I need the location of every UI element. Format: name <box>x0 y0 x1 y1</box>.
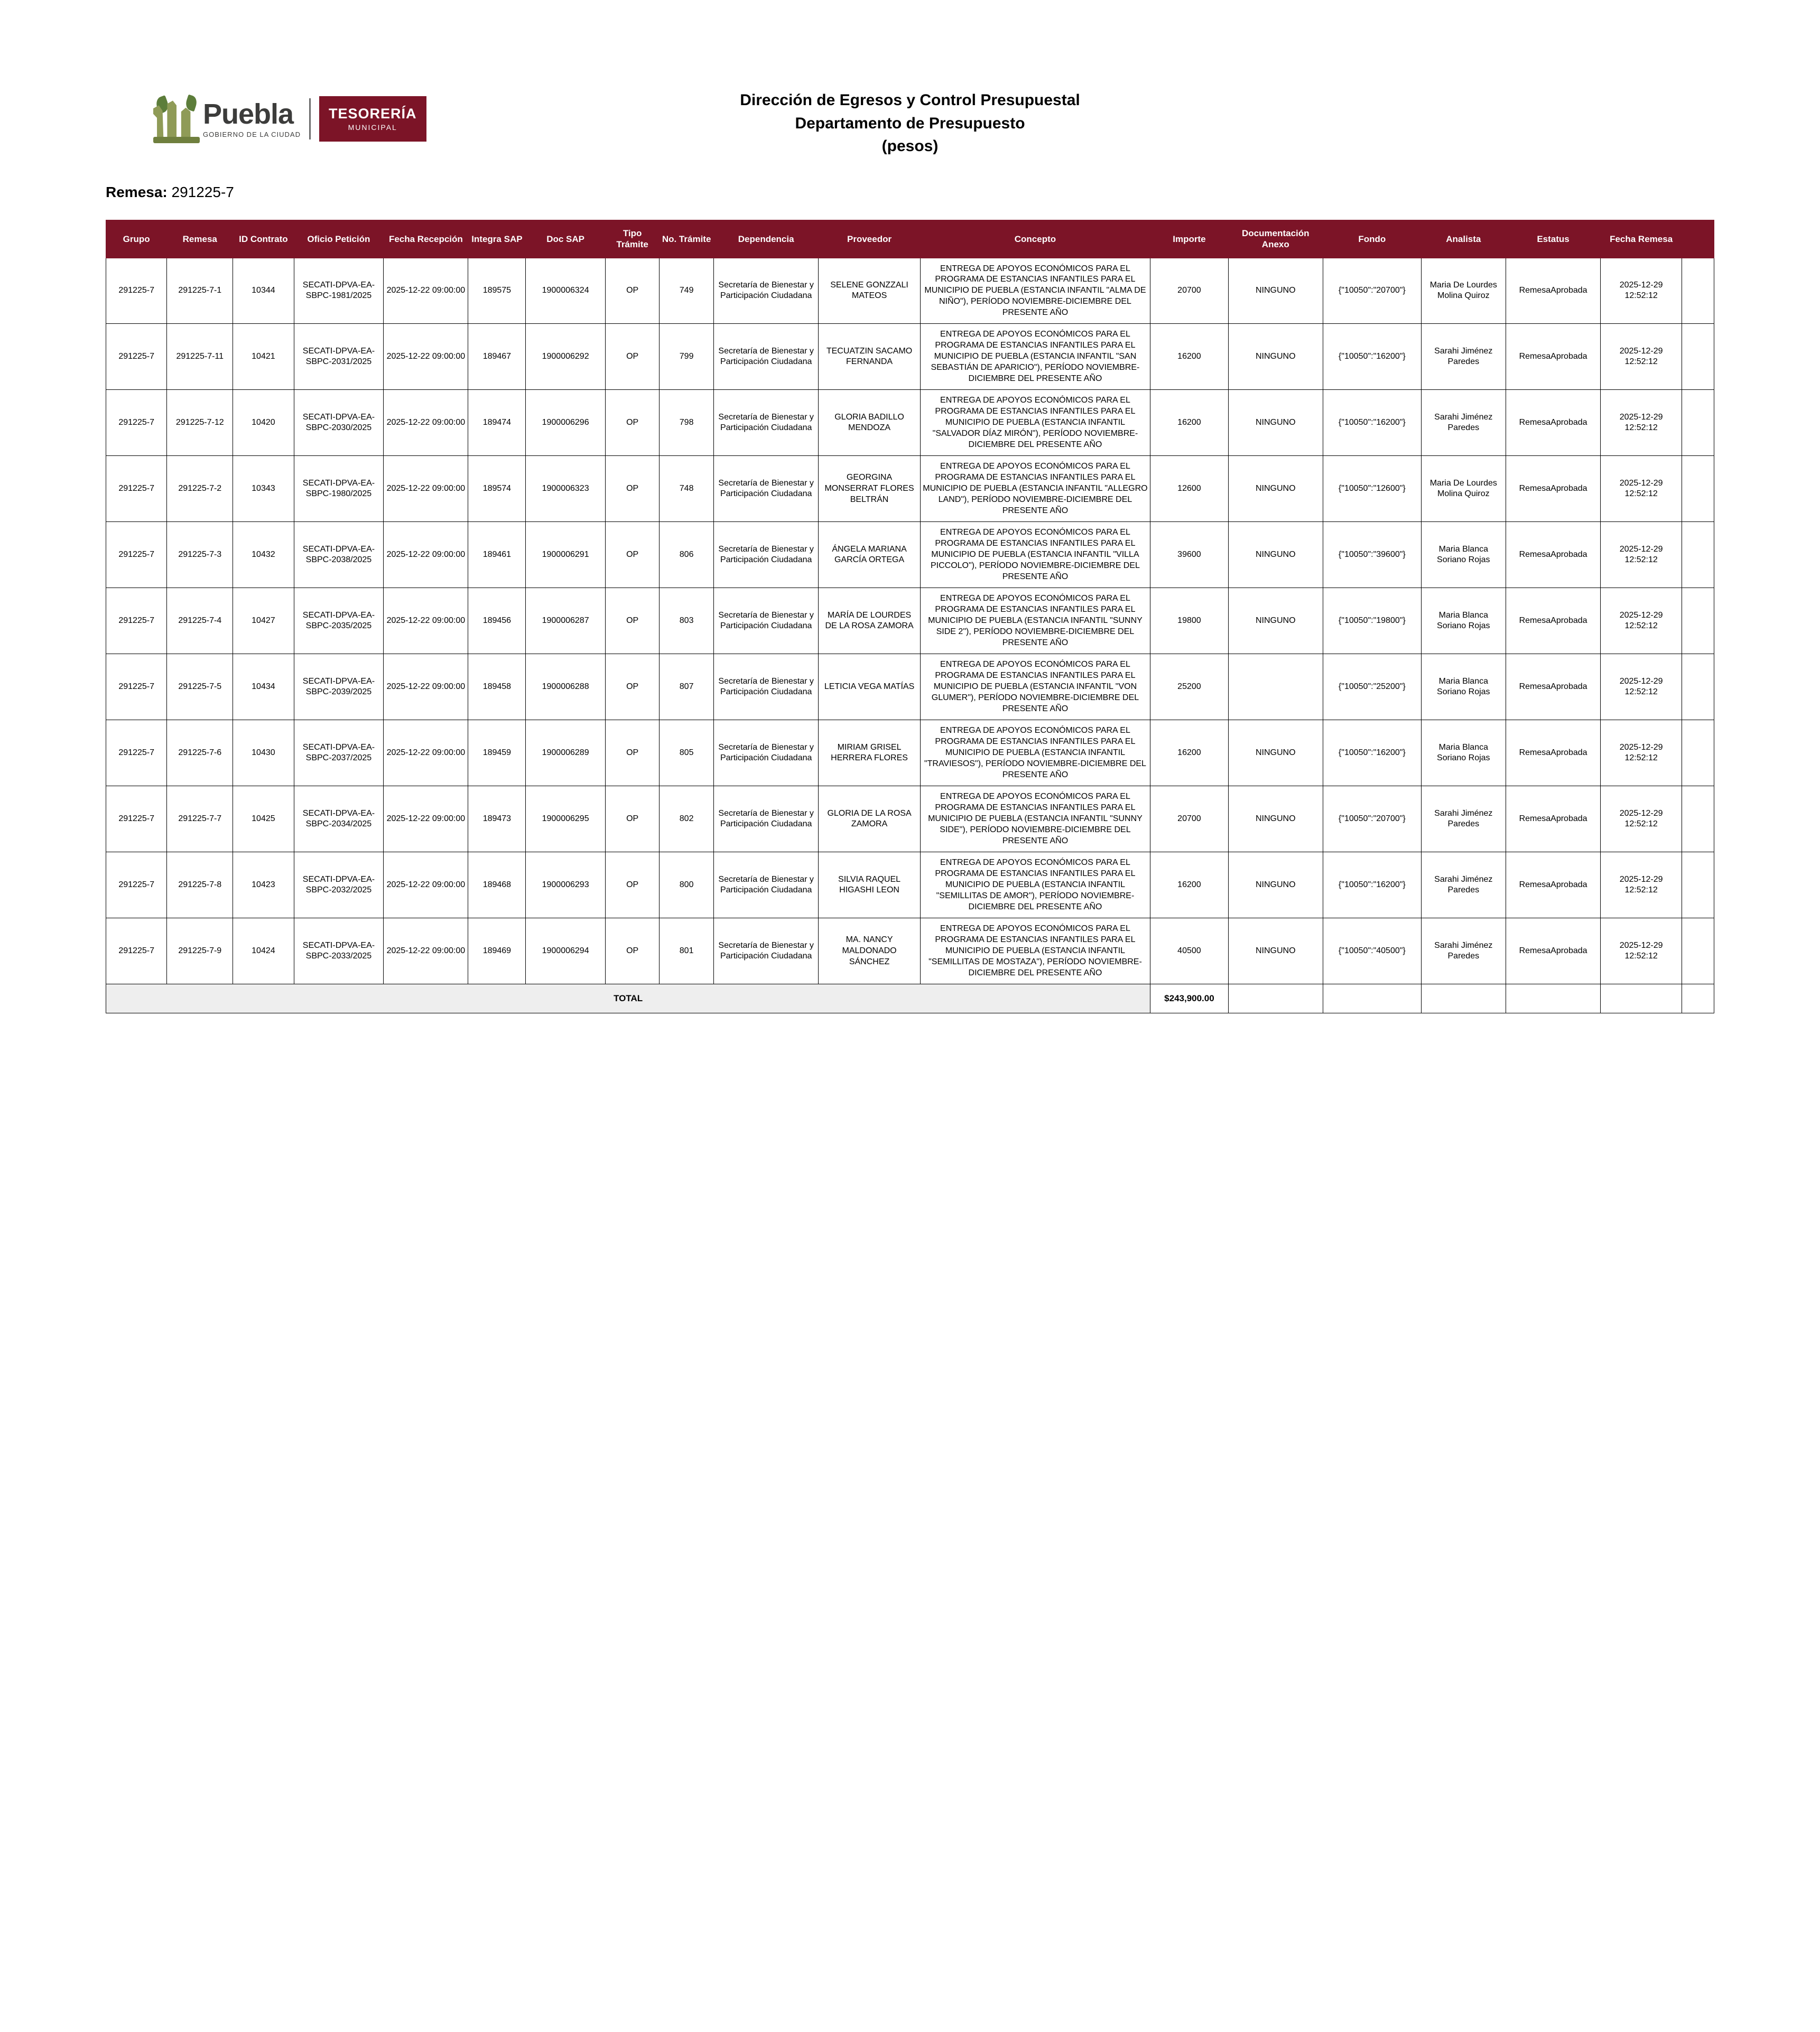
cell-estatus: RemesaAprobada <box>1506 456 1600 522</box>
cell-remesa: 291225-7-3 <box>167 522 233 588</box>
total-blank-1 <box>1228 984 1323 1013</box>
cell-no-tramite: 807 <box>660 654 714 720</box>
cell-importe: 40500 <box>1150 918 1228 984</box>
cell-fondo: {"10050":"40500"} <box>1323 918 1421 984</box>
cell-doc-sap: 1900006293 <box>526 852 606 918</box>
cell-fondo: {"10050":"20700"} <box>1323 786 1421 852</box>
cell-proveedor: ÁNGELA MARIANA GARCÍA ORTEGA <box>819 522 920 588</box>
cell-oficio-peticion: SECATI-DPVA-EA-SBPC-2039/2025 <box>294 654 384 720</box>
cell-estatus: RemesaAprobada <box>1506 918 1600 984</box>
cell-documentacion-anexo: NINGUNO <box>1228 522 1323 588</box>
cell-tail <box>1682 258 1714 324</box>
cell-id-contrato: 10421 <box>233 324 294 390</box>
cell-doc-sap: 1900006292 <box>526 324 606 390</box>
cell-dependencia: Secretaría de Bienestar y Participación Ciudadana <box>713 720 819 786</box>
cell-integra-sap: 189459 <box>468 720 526 786</box>
cell-fecha-recepcion: 2025-12-22 09:00:00 <box>384 588 468 654</box>
col-fecha-recepcion: Fecha Recepción <box>384 220 468 258</box>
cell-tipo-tramite: OP <box>605 852 660 918</box>
cell-fondo: {"10050":"16200"} <box>1323 390 1421 456</box>
cell-no-tramite: 800 <box>660 852 714 918</box>
cell-proveedor: LETICIA VEGA MATÍAS <box>819 654 920 720</box>
cell-remesa: 291225-7-4 <box>167 588 233 654</box>
cell-fondo: {"10050":"39600"} <box>1323 522 1421 588</box>
table-row <box>106 390 1714 456</box>
cell-no-tramite: 748 <box>660 456 714 522</box>
col-fondo: Fondo <box>1323 220 1421 258</box>
cell-analista: Maria Blanca Soriano Rojas <box>1421 588 1506 654</box>
cell-no-tramite: 749 <box>660 258 714 324</box>
cell-tipo-tramite: OP <box>605 720 660 786</box>
title-line-2: Departamento de Presupuesto <box>795 114 1025 132</box>
cell-id-contrato: 10343 <box>233 456 294 522</box>
cell-id-contrato: 10427 <box>233 588 294 654</box>
table-row <box>106 522 1714 588</box>
cell-id-contrato: 10344 <box>233 258 294 324</box>
cell-fecha-remesa: 2025-12-29 12:52:12 <box>1601 522 1682 588</box>
cell-oficio-peticion: SECATI-DPVA-EA-SBPC-2033/2025 <box>294 918 384 984</box>
cell-integra-sap: 189469 <box>468 918 526 984</box>
cell-grupo: 291225-7 <box>106 324 167 390</box>
cell-oficio-peticion: SECATI-DPVA-EA-SBPC-1981/2025 <box>294 258 384 324</box>
col-analista: Analista <box>1421 220 1506 258</box>
cell-dependencia: Secretaría de Bienestar y Participación Ciudadana <box>713 456 819 522</box>
cell-analista: Sarahi Jiménez Paredes <box>1421 786 1506 852</box>
cell-analista: Sarahi Jiménez Paredes <box>1421 390 1506 456</box>
cell-id-contrato: 10432 <box>233 522 294 588</box>
cell-documentacion-anexo: NINGUNO <box>1228 258 1323 324</box>
cell-tail <box>1682 786 1714 852</box>
cell-fecha-recepcion: 2025-12-22 09:00:00 <box>384 852 468 918</box>
cell-grupo: 291225-7 <box>106 654 167 720</box>
cell-fecha-remesa: 2025-12-29 12:52:12 <box>1601 456 1682 522</box>
cell-fecha-remesa: 2025-12-29 12:52:12 <box>1601 918 1682 984</box>
cell-tail <box>1682 588 1714 654</box>
cell-doc-sap: 1900006294 <box>526 918 606 984</box>
cell-remesa: 291225-7-7 <box>167 786 233 852</box>
document-header <box>106 79 1714 159</box>
cell-concepto: ENTREGA DE APOYOS ECONÓMICOS PARA EL PROGRAMA DE ESTANCIAS INFANTILES PARA EL MUNICIPIO DE PUEBLA (ESTANCIA INFANTIL "ALMA DE NIÑO"), PERÍODO NOVIEMBRE-DICIEMBRE DEL PRESENTE AÑO <box>920 258 1150 324</box>
cell-integra-sap: 189474 <box>468 390 526 456</box>
remesa-label: Remesa: <box>106 184 168 200</box>
cell-estatus: RemesaAprobada <box>1506 654 1600 720</box>
cell-oficio-peticion: SECATI-DPVA-EA-SBPC-2031/2025 <box>294 324 384 390</box>
cell-documentacion-anexo: NINGUNO <box>1228 390 1323 456</box>
cell-dependencia: Secretaría de Bienestar y Participación Ciudadana <box>713 918 819 984</box>
col-tipo-tramite: Tipo Trámite <box>605 220 660 258</box>
cell-importe: 16200 <box>1150 390 1228 456</box>
remesa-value: 291225-7 <box>171 184 234 200</box>
cell-analista: Sarahi Jiménez Paredes <box>1421 852 1506 918</box>
cell-proveedor: GLORIA DE LA ROSA ZAMORA <box>819 786 920 852</box>
cell-dependencia: Secretaría de Bienestar y Participación Ciudadana <box>713 588 819 654</box>
cell-fondo: {"10050":"16200"} <box>1323 324 1421 390</box>
cell-concepto: ENTREGA DE APOYOS ECONÓMICOS PARA EL PROGRAMA DE ESTANCIAS INFANTILES PARA EL MUNICIPIO DE PUEBLA (ESTANCIA INFANTIL "SALVADOR DÍAZ MIRÓN"), PERÍODO NOVIEMBRE-DICIEMBRE DEL PRESENTE AÑO <box>920 390 1150 456</box>
cell-tipo-tramite: OP <box>605 918 660 984</box>
logo-wordmark: Puebla <box>203 98 294 130</box>
cell-concepto: ENTREGA DE APOYOS ECONÓMICOS PARA EL PROGRAMA DE ESTANCIAS INFANTILES PARA EL MUNICIPIO DE PUEBLA (ESTANCIA INFANTIL "SEMILLITAS DE AMOR"), PERÍODO NOVIEMBRE-DICIEMBRE DEL PRESENTE AÑO <box>920 852 1150 918</box>
cell-tipo-tramite: OP <box>605 522 660 588</box>
cell-doc-sap: 1900006295 <box>526 786 606 852</box>
tesoreria-badge <box>319 96 426 141</box>
cell-fecha-recepcion: 2025-12-22 09:00:00 <box>384 258 468 324</box>
cell-fecha-recepcion: 2025-12-22 09:00:00 <box>384 654 468 720</box>
cell-analista: Maria De Lourdes Molina Quiroz <box>1421 258 1506 324</box>
cell-tail <box>1682 720 1714 786</box>
cell-fecha-remesa: 2025-12-29 12:52:12 <box>1601 852 1682 918</box>
cell-no-tramite: 802 <box>660 786 714 852</box>
total-row <box>106 984 1714 1013</box>
cell-integra-sap: 189456 <box>468 588 526 654</box>
cell-no-tramite: 803 <box>660 588 714 654</box>
cell-integra-sap: 189458 <box>468 654 526 720</box>
cell-id-contrato: 10430 <box>233 720 294 786</box>
cell-fecha-recepcion: 2025-12-22 09:00:00 <box>384 324 468 390</box>
cell-integra-sap: 189473 <box>468 786 526 852</box>
cell-analista: Maria Blanca Soriano Rojas <box>1421 522 1506 588</box>
col-grupo: Grupo <box>106 220 167 258</box>
cell-fecha-recepcion: 2025-12-22 09:00:00 <box>384 720 468 786</box>
cell-fecha-remesa: 2025-12-29 12:52:12 <box>1601 258 1682 324</box>
cell-proveedor: SELENE GONZZALI MATEOS <box>819 258 920 324</box>
cell-dependencia: Secretaría de Bienestar y Participación Ciudadana <box>713 852 819 918</box>
cell-documentacion-anexo: NINGUNO <box>1228 918 1323 984</box>
cell-no-tramite: 801 <box>660 918 714 984</box>
cell-proveedor: GEORGINA MONSERRAT FLORES BELTRÁN <box>819 456 920 522</box>
cell-oficio-peticion: SECATI-DPVA-EA-SBPC-2030/2025 <box>294 390 384 456</box>
cell-fondo: {"10050":"16200"} <box>1323 852 1421 918</box>
cell-tipo-tramite: OP <box>605 390 660 456</box>
cell-importe: 25200 <box>1150 654 1228 720</box>
cell-grupo: 291225-7 <box>106 588 167 654</box>
cell-concepto: ENTREGA DE APOYOS ECONÓMICOS PARA EL PROGRAMA DE ESTANCIAS INFANTILES PARA EL MUNICIPIO DE PUEBLA (ESTANCIA INFANTIL "VON GLUMER"), PERÍODO NOVIEMBRE-DICIEMBRE DEL PRESENTE AÑO <box>920 654 1150 720</box>
cell-oficio-peticion: SECATI-DPVA-EA-SBPC-2034/2025 <box>294 786 384 852</box>
total-blank-6 <box>1682 984 1714 1013</box>
table-row <box>106 456 1714 522</box>
cell-fecha-recepcion: 2025-12-22 09:00:00 <box>384 786 468 852</box>
cell-fecha-recepcion: 2025-12-22 09:00:00 <box>384 522 468 588</box>
cell-tipo-tramite: OP <box>605 456 660 522</box>
cell-documentacion-anexo: NINGUNO <box>1228 852 1323 918</box>
cell-analista: Maria De Lourdes Molina Quiroz <box>1421 456 1506 522</box>
cell-fecha-recepcion: 2025-12-22 09:00:00 <box>384 390 468 456</box>
cell-proveedor: MARÍA DE LOURDES DE LA ROSA ZAMORA <box>819 588 920 654</box>
title-line-3: (pesos) <box>881 137 939 155</box>
cell-tipo-tramite: OP <box>605 588 660 654</box>
table-header-row <box>106 220 1714 258</box>
cell-integra-sap: 189468 <box>468 852 526 918</box>
cell-doc-sap: 1900006323 <box>526 456 606 522</box>
title-line-1: Dirección de Egresos y Control Presupuestal <box>740 91 1080 109</box>
col-estatus: Estatus <box>1506 220 1600 258</box>
cell-integra-sap: 189467 <box>468 324 526 390</box>
total-blank-3 <box>1421 984 1506 1013</box>
col-fecha-remesa: Fecha Remesa <box>1601 220 1682 258</box>
cell-tail <box>1682 324 1714 390</box>
col-proveedor: Proveedor <box>819 220 920 258</box>
cell-dependencia: Secretaría de Bienestar y Participación Ciudadana <box>713 390 819 456</box>
cell-tipo-tramite: OP <box>605 786 660 852</box>
cell-dependencia: Secretaría de Bienestar y Participación Ciudadana <box>713 522 819 588</box>
cell-fondo: {"10050":"20700"} <box>1323 258 1421 324</box>
table-row <box>106 654 1714 720</box>
cell-estatus: RemesaAprobada <box>1506 786 1600 852</box>
cell-importe: 20700 <box>1150 258 1228 324</box>
cell-remesa: 291225-7-8 <box>167 852 233 918</box>
col-tail <box>1682 220 1714 258</box>
cell-grupo: 291225-7 <box>106 852 167 918</box>
cell-documentacion-anexo <box>1228 654 1323 720</box>
logo-subtitle: GOBIERNO DE LA CIUDAD <box>203 130 301 138</box>
cell-concepto: ENTREGA DE APOYOS ECONÓMICOS PARA EL PROGRAMA DE ESTANCIAS INFANTILES PARA EL MUNICIPIO DE PUEBLA (ESTANCIA INFANTIL "SEMILLITAS DE MOSTAZA"), PERÍODO NOVIEMBRE-DICIEMBRE DEL PRESENTE AÑO <box>920 918 1150 984</box>
cell-importe: 20700 <box>1150 786 1228 852</box>
cell-concepto: ENTREGA DE APOYOS ECONÓMICOS PARA EL PROGRAMA DE ESTANCIAS INFANTILES PARA EL MUNICIPIO DE PUEBLA (ESTANCIA INFANTIL "VILLA PICCOLO"), PERÍODO NOVIEMBRE-DICIEMBRE DEL PRESENTE AÑO <box>920 522 1150 588</box>
puebla-logo <box>153 90 426 148</box>
cell-fondo: {"10050":"19800"} <box>1323 588 1421 654</box>
cell-doc-sap: 1900006289 <box>526 720 606 786</box>
table-row <box>106 588 1714 654</box>
cell-tipo-tramite: OP <box>605 324 660 390</box>
badge-line1: TESORERÍA <box>328 106 417 122</box>
cell-importe: 16200 <box>1150 852 1228 918</box>
cell-estatus: RemesaAprobada <box>1506 588 1600 654</box>
cell-concepto: ENTREGA DE APOYOS ECONÓMICOS PARA EL PROGRAMA DE ESTANCIAS INFANTILES PARA EL MUNICIPIO DE PUEBLA (ESTANCIA INFANTIL "SUNNY SIDE 2"), PERÍODO NOVIEMBRE-DICIEMBRE DEL PRESENTE AÑO <box>920 588 1150 654</box>
col-integra-sap: Integra SAP <box>468 220 526 258</box>
cell-tail <box>1682 918 1714 984</box>
cell-analista: Sarahi Jiménez Paredes <box>1421 324 1506 390</box>
cell-oficio-peticion: SECATI-DPVA-EA-SBPC-2035/2025 <box>294 588 384 654</box>
cell-fecha-remesa: 2025-12-29 12:52:12 <box>1601 588 1682 654</box>
cell-fecha-recepcion: 2025-12-22 09:00:00 <box>384 918 468 984</box>
cell-estatus: RemesaAprobada <box>1506 324 1600 390</box>
cell-proveedor: SILVIA RAQUEL HIGASHI LEON <box>819 852 920 918</box>
cell-documentacion-anexo: NINGUNO <box>1228 588 1323 654</box>
table-body <box>106 258 1714 984</box>
cell-concepto: ENTREGA DE APOYOS ECONÓMICOS PARA EL PROGRAMA DE ESTANCIAS INFANTILES PARA EL MUNICIPIO DE PUEBLA (ESTANCIA INFANTIL "SAN SEBASTIÁN DE APARICIO"), PERÍODO NOVIEMBRE-DICIEMBRE DEL PRESENTE AÑO <box>920 324 1150 390</box>
cell-oficio-peticion: SECATI-DPVA-EA-SBPC-2037/2025 <box>294 720 384 786</box>
cell-dependencia: Secretaría de Bienestar y Participación Ciudadana <box>713 786 819 852</box>
cell-tipo-tramite: OP <box>605 258 660 324</box>
cell-oficio-peticion: SECATI-DPVA-EA-SBPC-2032/2025 <box>294 852 384 918</box>
cactus-icon <box>153 95 200 143</box>
cell-grupo: 291225-7 <box>106 390 167 456</box>
cell-importe: 19800 <box>1150 588 1228 654</box>
cell-remesa: 291225-7-5 <box>167 654 233 720</box>
table-row <box>106 852 1714 918</box>
cell-fondo: {"10050":"12600"} <box>1323 456 1421 522</box>
cell-doc-sap: 1900006296 <box>526 390 606 456</box>
cell-no-tramite: 806 <box>660 522 714 588</box>
table-row <box>106 720 1714 786</box>
cell-integra-sap: 189461 <box>468 522 526 588</box>
cell-tail <box>1682 654 1714 720</box>
cell-fecha-recepcion: 2025-12-22 09:00:00 <box>384 456 468 522</box>
cell-tipo-tramite: OP <box>605 654 660 720</box>
cell-oficio-peticion: SECATI-DPVA-EA-SBPC-2038/2025 <box>294 522 384 588</box>
cell-fecha-remesa: 2025-12-29 12:52:12 <box>1601 720 1682 786</box>
cell-id-contrato: 10423 <box>233 852 294 918</box>
cell-estatus: RemesaAprobada <box>1506 390 1600 456</box>
cell-integra-sap: 189574 <box>468 456 526 522</box>
cell-dependencia: Secretaría de Bienestar y Participación Ciudadana <box>713 324 819 390</box>
col-doc-sap: Doc SAP <box>526 220 606 258</box>
cell-documentacion-anexo: NINGUNO <box>1228 720 1323 786</box>
total-value: $243,900.00 <box>1150 984 1228 1013</box>
cell-integra-sap: 189575 <box>468 258 526 324</box>
cell-analista: Maria Blanca Soriano Rojas <box>1421 720 1506 786</box>
cell-tail <box>1682 456 1714 522</box>
cell-grupo: 291225-7 <box>106 456 167 522</box>
cell-remesa: 291225-7-1 <box>167 258 233 324</box>
cell-tail <box>1682 390 1714 456</box>
total-blank-5 <box>1601 984 1682 1013</box>
cell-remesa: 291225-7-6 <box>167 720 233 786</box>
logo-divider <box>309 98 311 139</box>
total-blank-2 <box>1323 984 1421 1013</box>
cell-dependencia: Secretaría de Bienestar y Participación Ciudadana <box>713 258 819 324</box>
cell-dependencia: Secretaría de Bienestar y Participación Ciudadana <box>713 654 819 720</box>
cell-fondo: {"10050":"25200"} <box>1323 654 1421 720</box>
cell-doc-sap: 1900006324 <box>526 258 606 324</box>
cell-proveedor: TECUATZIN SACAMO FERNANDA <box>819 324 920 390</box>
cell-estatus: RemesaAprobada <box>1506 258 1600 324</box>
cell-id-contrato: 10425 <box>233 786 294 852</box>
cell-no-tramite: 799 <box>660 324 714 390</box>
cell-grupo: 291225-7 <box>106 786 167 852</box>
col-documentacion-anexo: Documentación Anexo <box>1228 220 1323 258</box>
remesa-table <box>106 220 1714 1013</box>
cell-fecha-remesa: 2025-12-29 12:52:12 <box>1601 324 1682 390</box>
cell-tail <box>1682 522 1714 588</box>
cell-no-tramite: 805 <box>660 720 714 786</box>
cell-documentacion-anexo: NINGUNO <box>1228 786 1323 852</box>
cell-grupo: 291225-7 <box>106 522 167 588</box>
cell-oficio-peticion: SECATI-DPVA-EA-SBPC-1980/2025 <box>294 456 384 522</box>
table-row <box>106 786 1714 852</box>
cell-doc-sap: 1900006288 <box>526 654 606 720</box>
col-concepto: Concepto <box>920 220 1150 258</box>
cell-documentacion-anexo: NINGUNO <box>1228 456 1323 522</box>
cell-id-contrato: 10434 <box>233 654 294 720</box>
cell-fecha-remesa: 2025-12-29 12:52:12 <box>1601 390 1682 456</box>
table-head <box>106 220 1714 258</box>
col-dependencia: Dependencia <box>713 220 819 258</box>
cell-grupo: 291225-7 <box>106 720 167 786</box>
table-row <box>106 258 1714 324</box>
cell-doc-sap: 1900006291 <box>526 522 606 588</box>
col-importe: Importe <box>1150 220 1228 258</box>
cell-grupo: 291225-7 <box>106 918 167 984</box>
cell-id-contrato: 10420 <box>233 390 294 456</box>
cell-tail <box>1682 852 1714 918</box>
badge-line2: MUNICIPAL <box>348 123 397 132</box>
cell-remesa: 291225-7-2 <box>167 456 233 522</box>
table-row <box>106 918 1714 984</box>
col-id-contrato: ID Contrato <box>233 220 294 258</box>
col-remesa: Remesa <box>167 220 233 258</box>
cell-fecha-remesa: 2025-12-29 12:52:12 <box>1601 654 1682 720</box>
cell-analista: Maria Blanca Soriano Rojas <box>1421 654 1506 720</box>
cell-analista: Sarahi Jiménez Paredes <box>1421 918 1506 984</box>
cell-concepto: ENTREGA DE APOYOS ECONÓMICOS PARA EL PROGRAMA DE ESTANCIAS INFANTILES PARA EL MUNICIPIO DE PUEBLA (ESTANCIA INFANTIL "SUNNY SIDE"), PERÍODO NOVIEMBRE-DICIEMBRE DEL PRESENTE AÑO <box>920 786 1150 852</box>
cell-remesa: 291225-7-12 <box>167 390 233 456</box>
cell-grupo: 291225-7 <box>106 258 167 324</box>
cell-proveedor: MA. NANCY MALDONADO SÁNCHEZ <box>819 918 920 984</box>
col-oficio-peticion: Oficio Petición <box>294 220 384 258</box>
cell-concepto: ENTREGA DE APOYOS ECONÓMICOS PARA EL PROGRAMA DE ESTANCIAS INFANTILES PARA EL MUNICIPIO DE PUEBLA (ESTANCIA INFANTIL "TRAVIESOS"), PERÍODO NOVIEMBRE-DICIEMBRE DEL PRESENTE AÑO <box>920 720 1150 786</box>
table-row <box>106 324 1714 390</box>
cell-importe: 39600 <box>1150 522 1228 588</box>
cell-importe: 16200 <box>1150 324 1228 390</box>
col-no-tramite: No. Trámite <box>660 220 714 258</box>
cell-proveedor: GLORIA BADILLO MENDOZA <box>819 390 920 456</box>
cell-id-contrato: 10424 <box>233 918 294 984</box>
cell-no-tramite: 798 <box>660 390 714 456</box>
cell-concepto: ENTREGA DE APOYOS ECONÓMICOS PARA EL PROGRAMA DE ESTANCIAS INFANTILES PARA EL MUNICIPIO DE PUEBLA (ESTANCIA INFANTIL "ALLEGRO LAND"), PERÍODO NOVIEMBRE-DICIEMBRE DEL PRESENTE AÑO <box>920 456 1150 522</box>
cell-estatus: RemesaAprobada <box>1506 720 1600 786</box>
cell-remesa: 291225-7-11 <box>167 324 233 390</box>
total-label: TOTAL <box>106 984 1150 1013</box>
cell-remesa: 291225-7-9 <box>167 918 233 984</box>
remesa-summary <box>106 184 1714 201</box>
cell-importe: 12600 <box>1150 456 1228 522</box>
cell-documentacion-anexo: NINGUNO <box>1228 324 1323 390</box>
cell-estatus: RemesaAprobada <box>1506 852 1600 918</box>
total-blank-4 <box>1506 984 1600 1013</box>
cell-importe: 16200 <box>1150 720 1228 786</box>
cell-doc-sap: 1900006287 <box>526 588 606 654</box>
cell-proveedor: MIRIAM GRISEL HERRERA FLORES <box>819 720 920 786</box>
table-foot <box>106 984 1714 1013</box>
cell-fecha-remesa: 2025-12-29 12:52:12 <box>1601 786 1682 852</box>
cell-estatus: RemesaAprobada <box>1506 522 1600 588</box>
cell-fondo: {"10050":"16200"} <box>1323 720 1421 786</box>
